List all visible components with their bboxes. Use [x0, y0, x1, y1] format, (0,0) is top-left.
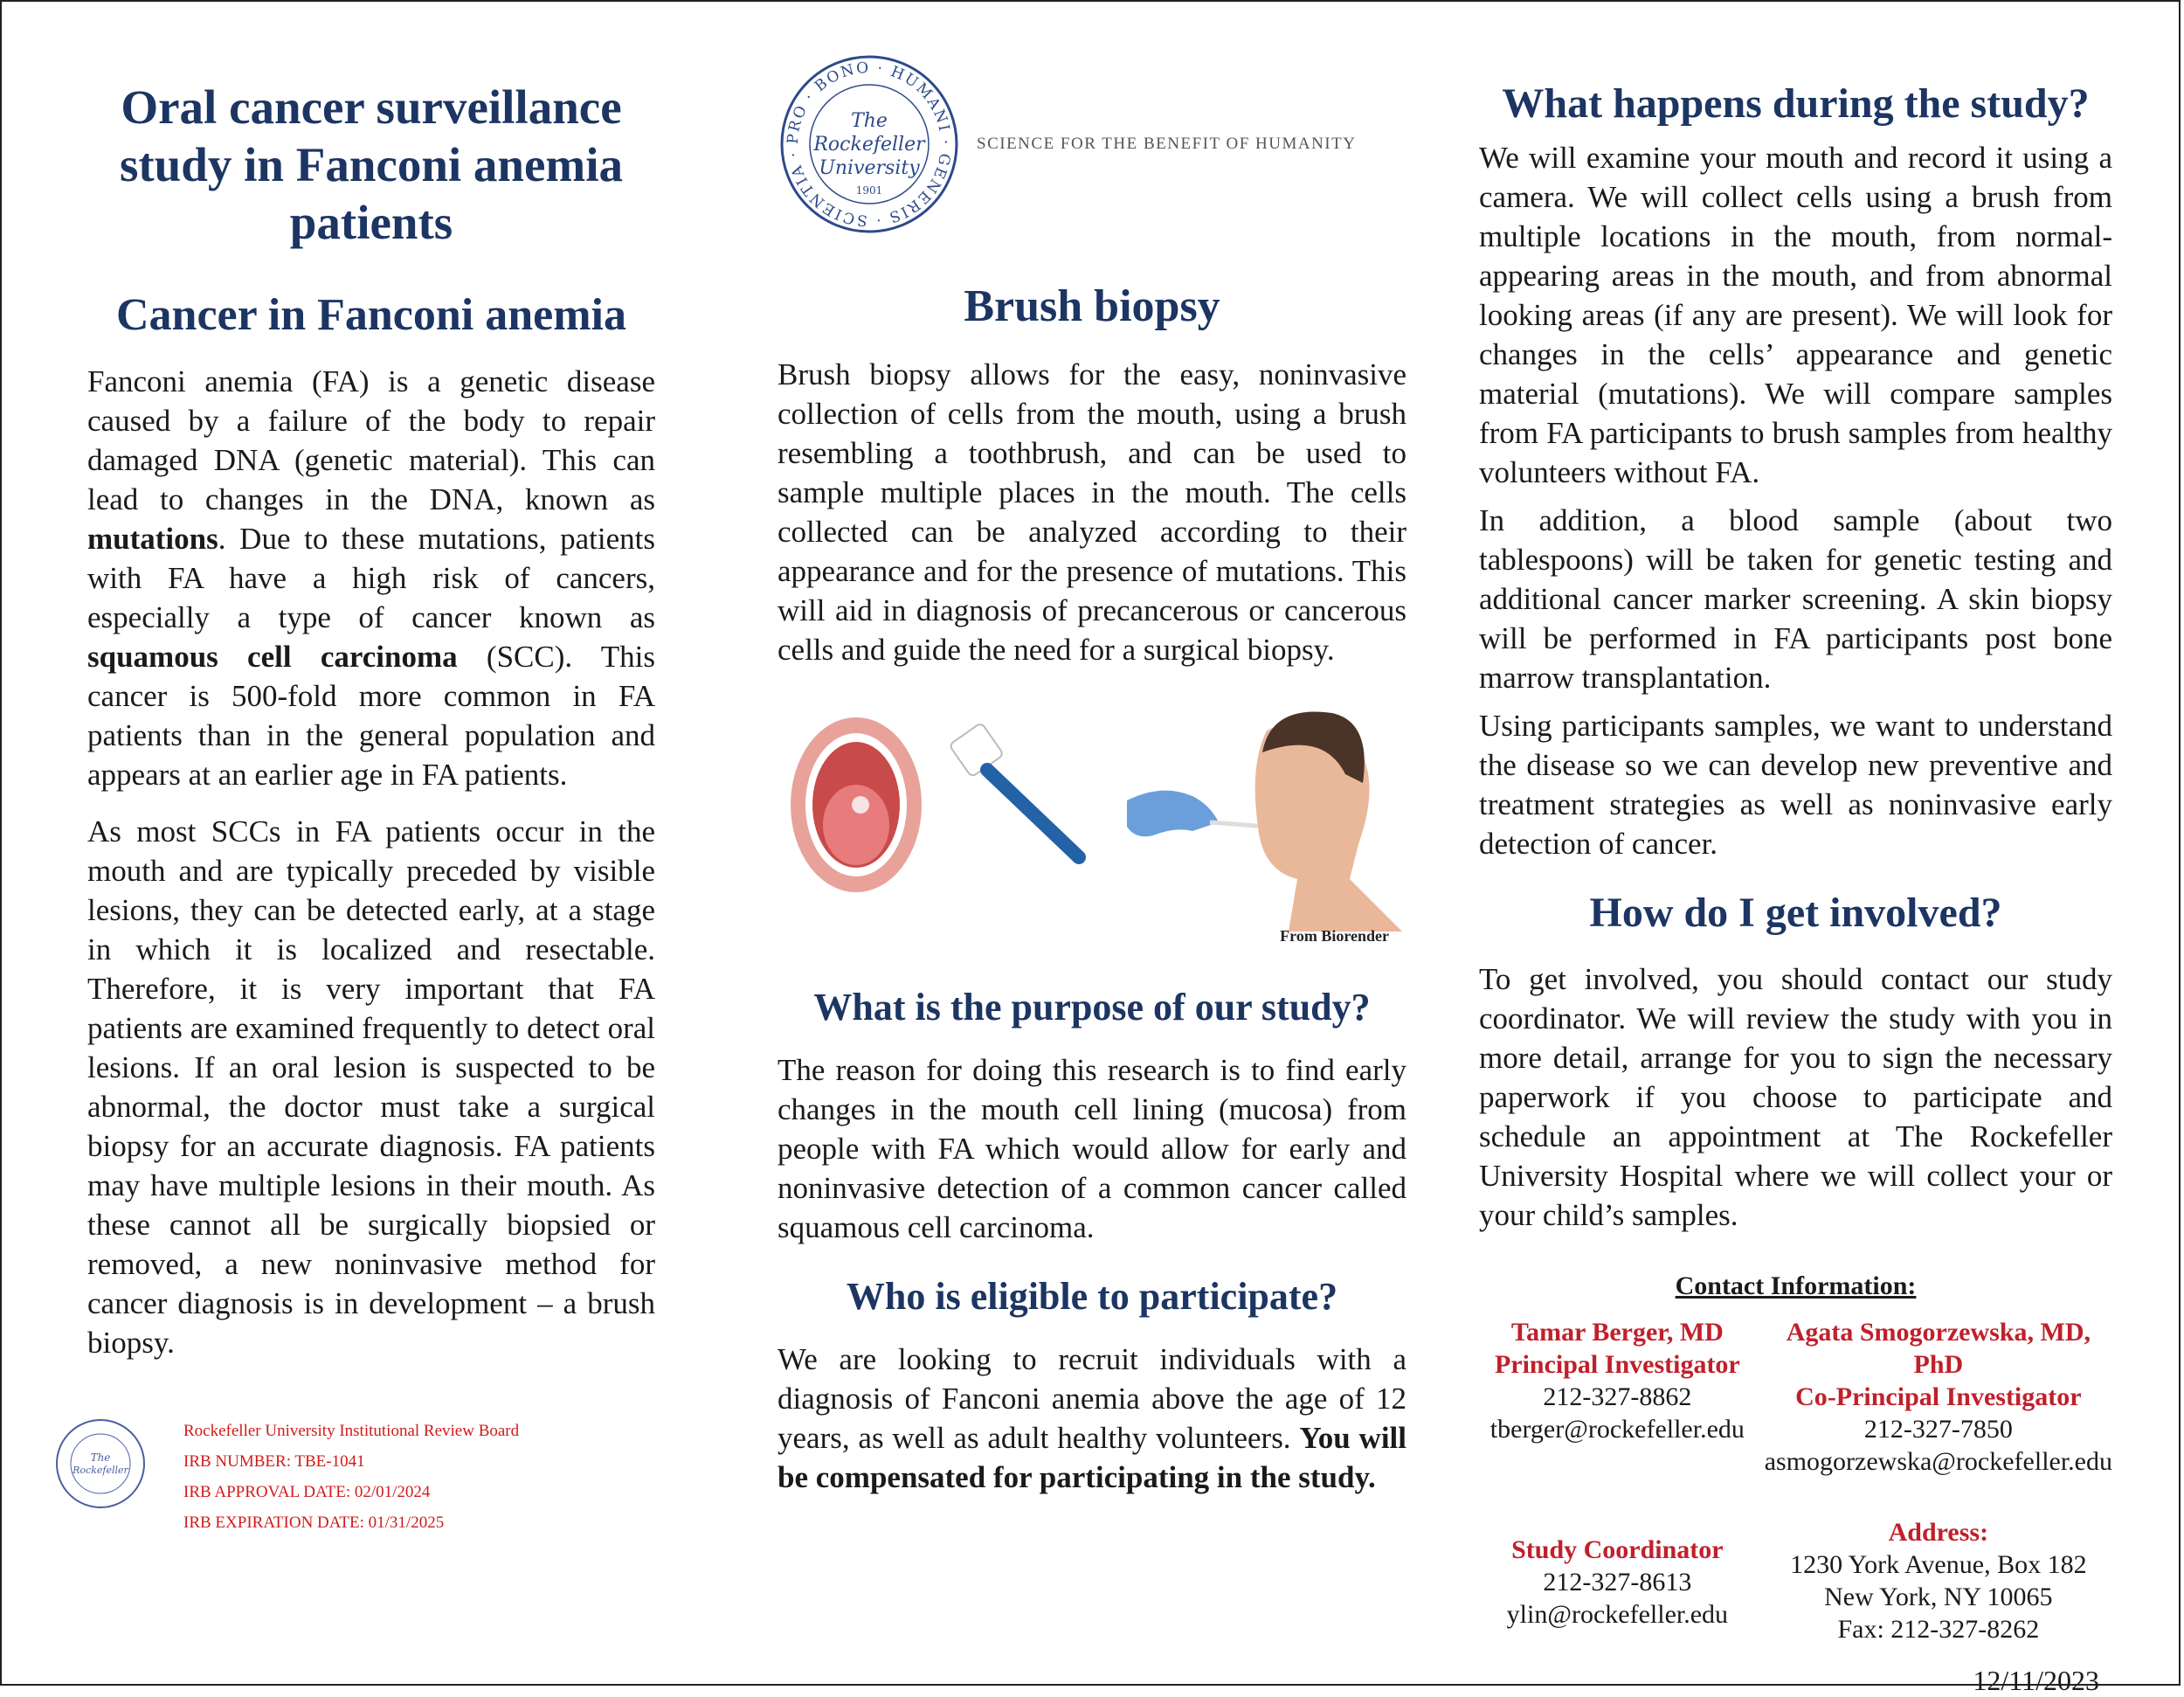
purpose-paragraph: The reason for doing this research is to find early changes in the mouth cell lining (mucosa) from people with FA which would allow for early and noninvasive detection of a common cancer called squamous cell carcinoma.: [778, 1053, 1406, 1244]
seal-year: 1901: [855, 184, 883, 197]
seal-ring-text: PRO · BONO · HUMANI · GENERIS · SCIENTIA ·: [784, 59, 955, 230]
irb-details: [183, 1416, 519, 1538]
irb-stamp: [52, 1416, 519, 1538]
seal-name-2: University: [819, 157, 920, 179]
brush-biopsy-illustration: [778, 704, 1406, 940]
during-study-paragraph-3: Using participants samples, we want to understand the disease so we can develop new preventive and treatment strategies as well as noninvasive early detection of cancer.: [1479, 709, 2112, 861]
rockefeller-seal-icon: [778, 52, 961, 236]
address-fax: Fax: 212-327-8262: [1837, 1615, 2040, 1644]
brush-biopsy-heading: Brush biopsy: [964, 281, 1220, 331]
eligibility-heading: Who is eligible to participate?: [846, 1275, 1338, 1318]
irb-number: IRB NUMBER: TBE-1041: [183, 1452, 365, 1471]
pi-contact: [1479, 1316, 1756, 1478]
pi-role: Principal Investigator: [1494, 1350, 1740, 1379]
get-involved-paragraph: To get involved, you should contact our study coordinator. We will review the study with you in more detail, arrange for you to sign the necessary paperwork if you choose to participate and schedule an appointment at The Rockefeller University Hospital where we will collect your or your child’s samples.: [1479, 962, 2112, 1232]
compensation-note: You will be compensated for participating in the study.: [778, 1421, 1406, 1494]
seal-name-1: Rockefeller: [813, 134, 925, 156]
irb-approval-date: IRB APPROVAL DATE: 02/01/2024: [183, 1483, 431, 1501]
open-mouth-icon: [791, 717, 922, 892]
eligibility-text: We are looking to recruit individuals with a diagnosis of Fanconi anemia above the age of 12 years, as well as adult healthy volunteers.: [778, 1342, 1406, 1455]
brush-biopsy-paragraph: Brush biopsy allows for the easy, noninvasive collection of cells from the mouth, using a brush resembling a toothbrush, and can be used to sample multiple places in the mouth. The cells collected can be analyzed according to their appearance and for the presence of mutations. This will aid in diagnosis of precancerous or cancerous cells and guide the need for a surgical biopsy.: [778, 357, 1406, 667]
coordinator-role: Study Coordinator: [1511, 1535, 1724, 1564]
cancer-in-fa-heading: Cancer in Fanconi anemia: [115, 290, 627, 340]
get-involved-heading: How do I get involved?: [1589, 890, 2002, 936]
address-label: Address:: [1888, 1518, 1989, 1547]
left-panel: [87, 79, 655, 1362]
brush-biopsy-figure: [778, 704, 1406, 945]
figure-caption: From Biorender: [1280, 927, 1389, 945]
coordinator-phone: 212-327-8613: [1543, 1568, 1692, 1597]
eligibility-paragraph: [778, 1340, 1406, 1497]
p1-text-a: Fanconi anemia (FA) is a genetic disease caused by a failure of the body to repair damaged DNA (genetic material). This can lead to changes in the DNA, known as: [87, 364, 655, 516]
purpose-heading: What is the purpose of our study?: [813, 986, 1371, 1029]
p1-bold-scc: squamous cell carcinoma: [87, 640, 458, 674]
pi-phone: 212-327-8862: [1543, 1382, 1692, 1411]
irb-seal-icon: [52, 1416, 149, 1512]
irb-expiration-date: IRB EXPIRATION DATE: 01/31/2025: [183, 1513, 445, 1532]
contact-grid: [1479, 1316, 2112, 1645]
address-block: [1765, 1516, 2112, 1645]
coordinator-contact: [1479, 1534, 1756, 1645]
cancer-in-fa-paragraph-2: As most SCCs in FA patients occur in the mouth and are typically preceded by visible lesions, they can be detected early, at a stage in which it is localized and resectable. Therefore, it is very important that FA patients are examined frequently to detect oral lesions. If an oral lesion is suspected to be abnormal, the doctor must take a surgical biopsy for an accurate diagnosis. FA patients may have multiple lesions in their mouth. As these cannot all be surgically biopsied or removed, a new noninvasive method for cancer diagnosis is in development – a brush biopsy.: [87, 814, 655, 1360]
svg-text:The: The: [90, 1451, 111, 1464]
brochure-date: 12/11/2023: [1973, 1665, 2099, 1696]
copi-email[interactable]: asmogorzewska@rockefeller.edu: [1764, 1447, 2112, 1476]
pi-email[interactable]: tberger@rockefeller.edu: [1489, 1415, 1745, 1444]
address-line-1: 1230 York Avenue, Box 182: [1790, 1550, 2087, 1579]
copi-contact: [1765, 1316, 2112, 1478]
p1-text-c: . Due to these mutations, patients with FA have a high risk of cancers, especially a type of cancer known as: [87, 522, 655, 634]
coordinator-email[interactable]: ylin@rockefeller.edu: [1506, 1600, 1729, 1629]
during-study-paragraph-2: In addition, a blood sample (about two tablespoons) will be taken for genetic testing and additional cancer marker screening. A skin biopsy will be performed in FA participants post bone marrow transplantation.: [1479, 503, 2112, 695]
biopsy-brush-icon: [949, 723, 1079, 857]
svg-text:Rockefeller: Rockefeller: [73, 1465, 128, 1476]
pi-name: Tamar Berger, MD: [1510, 1318, 1724, 1347]
copi-phone: 212-327-7850: [1863, 1415, 2013, 1444]
during-study-heading: What happens during the study?: [1502, 80, 2090, 127]
copi-role: Co-Principal Investigator: [1795, 1382, 2082, 1411]
university-logo-row: [778, 52, 1406, 236]
p1-bold-mutations: mutations: [87, 522, 218, 556]
seal-the: The: [851, 110, 888, 132]
university-tagline: SCIENCE FOR THE BENEFIT OF HUMANITY: [977, 135, 1357, 153]
copi-name: Agata Smogorzewska, MD, PhD: [1786, 1318, 2091, 1379]
contact-heading: Contact Information:: [1675, 1271, 1917, 1300]
right-panel: [1479, 79, 2112, 1697]
brochure-title: Oral cancer surveillance study in Fanconi anemia patients: [119, 80, 624, 249]
patient-icon: [1255, 711, 1402, 932]
during-study-paragraph-1: We will examine your mouth and record it using a camera. We will collect cells using a brush from multiple locations in the mouth, from normal-appearing areas in the mouth, and from abnormal looking areas (if any are present). We will look for changes in the cells’ appearance and genetic material (mutations). We will compare samples from FA participants to brush samples from healthy volunteers without FA.: [1479, 141, 2112, 489]
gloved-hand-icon: [1127, 791, 1267, 837]
center-panel: [778, 52, 1406, 1497]
p1-text-e: (SCC). This cancer is 500-fold more common in FA patients than in the general population and appears at an earlier age in FA patients.: [87, 640, 655, 792]
cancer-in-fa-paragraph-1: [87, 362, 655, 794]
contact-information: [1479, 1270, 2112, 1697]
address-line-2: New York, NY 10065: [1824, 1583, 2053, 1611]
irb-board: Rockefeller University Institutional Review Board: [183, 1422, 520, 1440]
